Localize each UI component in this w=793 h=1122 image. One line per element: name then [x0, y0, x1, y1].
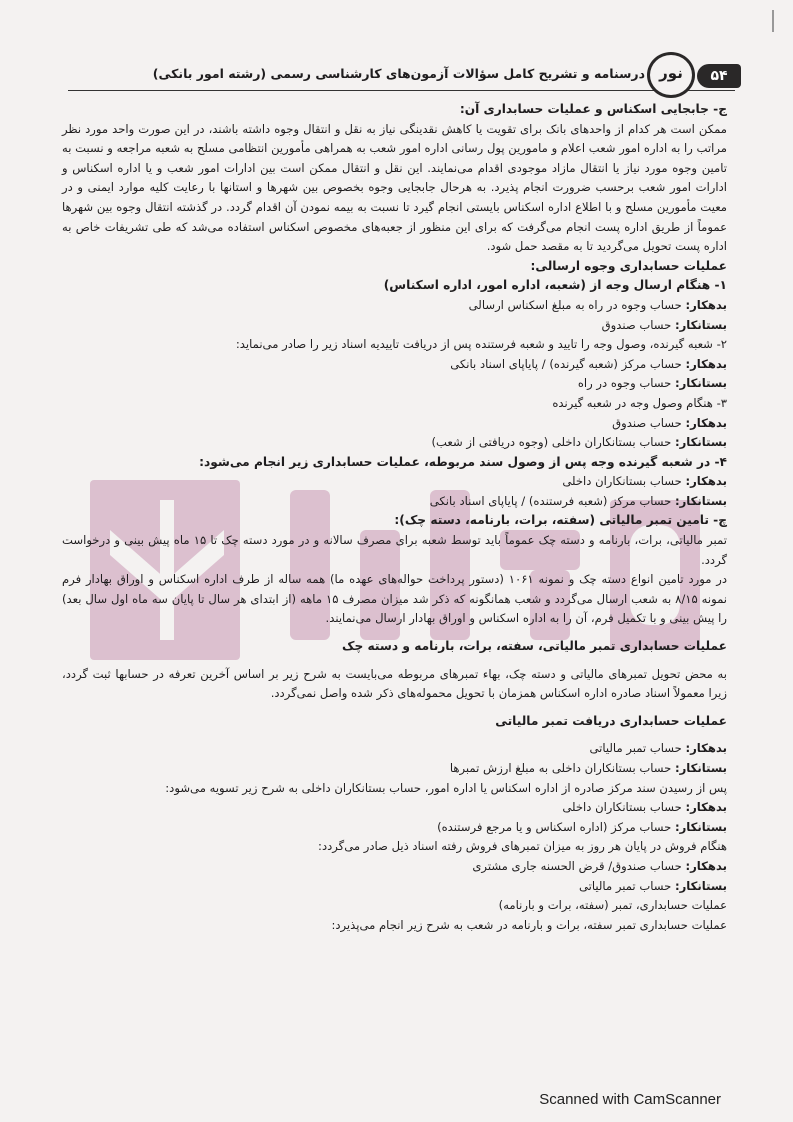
- scanner-footer: Scanned with CamScanner: [539, 1091, 721, 1108]
- credit-label: بستانکار:: [675, 493, 727, 508]
- debit-label: بدهکار:: [685, 741, 727, 756]
- journal-line: [62, 316, 727, 336]
- paragraph: در مورد تامین انواع دسته چک و نمونه ۱۰۶۱ (دستور پرداخت حواله‌های عهده ما) همه ساله از طرف اداره اسکناس و اوراق بهادار فرم نمونه ۸/۱۵ به شعب ارسال می‌گردد و شعب همانگونه که ذکر شد میزان مصرف ۱۵ ماهه (از ابتدای هر سال تا پایان سه ماه اول سال بعد) را پیش بینی و با تکمیل فرم، آن را به اداره اسکناس و اوراق بهادار ارسال می‌نمایند.: [62, 572, 727, 626]
- credit-label: بستانکار:: [675, 317, 727, 332]
- debit-label: بدهکار:: [685, 858, 727, 873]
- page-content: [62, 100, 727, 935]
- section-title: عملیات حسابداری دریافت تمبر مالیاتی: [495, 713, 727, 728]
- debit-text: حساب بستانکاران داخلی: [562, 800, 682, 815]
- section-title: ج- جابجایی اسکناس و عملیات حسابداری آن:: [459, 102, 727, 116]
- entry-title: ۴- در شعبه گیرنده وجه پس از وصول سند مربوطه، عملیات حسابداری زیر انجام می‌شود:: [199, 454, 727, 469]
- debit-text: حساب صندوق/ قرض الحسنه جاری مشتری: [472, 858, 682, 873]
- entry-title: هنگام فروش در پایان هر روز به میزان تمبرهای فروش رفته اسناد ذیل صادر می‌گردد:: [318, 839, 727, 854]
- entry-title: ۲- شعبه گیرنده، وصول وجه را تایید و شعبه فرستنده پس از دریافت تاییدیه اسناد زیر را صادر می‌نماید:: [235, 337, 727, 352]
- journal-line: [62, 857, 727, 877]
- section-title: عملیات حسابداری وجوه ارسالی:: [530, 258, 727, 273]
- debit-text: حساب وجوه در راه به مبلغ اسکناس ارسالی: [468, 297, 682, 312]
- credit-label: بستانکار:: [675, 761, 727, 775]
- credit-label: بستانکار:: [675, 376, 727, 391]
- paragraph: تمبر مالیاتی، برات، بارنامه و دسته چک عموماً باید توسط شعبه برای مصرف سالانه و در مورد دسته چک تا ۱۵ ماه پیش بینی و درخواست گردد.: [62, 533, 727, 567]
- section-title: چ- تامین تمبر مالیاتی (سفته، برات، بارنامه، دسته چک):: [394, 513, 727, 528]
- credit-label: بستانکار:: [675, 878, 727, 893]
- entry-title: ۳- هنگام وصول وجه در شعبه گیرنده: [552, 395, 727, 410]
- journal-line: [62, 433, 727, 453]
- debit-label: بدهکار:: [685, 356, 727, 371]
- journal-line: [62, 472, 727, 492]
- credit-text: حساب وجوه در راه: [577, 376, 672, 391]
- journal-line: [62, 492, 727, 512]
- debit-label: بدهکار:: [685, 415, 727, 430]
- debit-text: حساب صندوق: [612, 415, 682, 430]
- credit-label: بستانکار:: [675, 819, 727, 834]
- debit-text: حساب بستانکاران داخلی: [562, 474, 682, 489]
- debit-label: بدهکار:: [685, 800, 727, 815]
- page-header: [68, 62, 735, 91]
- credit-text: حساب بستانکاران داخلی (وجوه دریافتی از شعب): [431, 435, 672, 450]
- book-title: درسنامه و تشریح کامل سؤالات آزمون‌های کارشناسی رسمی (رشته امور بانکی): [152, 66, 645, 81]
- journal-line: [62, 759, 727, 779]
- entry-title: ۱- هنگام ارسال وجه از (شعبه، اداره امور، اداره اسکناس): [383, 278, 727, 293]
- credit-text: حساب مرکز (اداره اسکناس و یا مرجع فرستنده): [437, 819, 672, 834]
- journal-line: [62, 374, 727, 394]
- journal-line: [62, 739, 727, 759]
- credit-text: حساب مرکز (شعبه فرستنده) / پایاپای اسناد بانکی: [429, 493, 672, 508]
- debit-label: بدهکار:: [685, 297, 727, 312]
- page-number: ۵۴: [697, 64, 741, 88]
- journal-line: [62, 818, 727, 838]
- entry-title: عملیات حسابداری تمبر سفته، برات و بارنامه در شعب به شرح زیر انجام می‌پذیرد:: [331, 917, 727, 932]
- debit-text: حساب تمبر مالیاتی: [589, 741, 682, 756]
- journal-line: [62, 798, 727, 818]
- journal-line: [62, 355, 727, 375]
- paragraph: ممکن است هر کدام از واحدهای بانک برای تقویت یا کاهش نقدینگی نیاز به نقل و انتقال وجوه داشته باشند، در این صورت واحد مورد نظر مراتب را به اداره امور شعب اعلام و مامورین پول رسانی اداره امور شعب به همراهی مأمورین انتظامی مسلح به شعبه مراجعه و نسبت به تامین وجوه مورد نیاز یا انتقال مازاد موجودی اقدام می‌نمایند. این نقل و انتقال ممکن است بین ادارات امور شعب و یا اداره اسکناس و ادارات امور شعب برحسب ضرورت انجام پذیرد. به هرحال جابجایی وجوه بخصوص بین شهرها و استانها با رعایت کلیه موارد ایمنی و در معیت مأمورین مسلح و با اطلاع اداره اسکناس بایستی انجام گیرد تا نسبت به بیمه نمودن آن اقدام گردد. در گذشته انتقال وجوه بین شهرها عموماً از طریق اداره پست انجام می‌گرفت که برای این منظور از جعبه‌های مخصوص اسکناس استفاده می‌شد که طی تشریفات خاص به اداره پست تحویل می‌گردید تا به مقصد حمل شود.: [62, 121, 727, 254]
- credit-text: حساب بستانکاران داخلی به مبلغ ارزش تمبرها: [449, 761, 672, 775]
- credit-text: حساب تمبر مالیاتی: [578, 878, 672, 893]
- entry-title: عملیات حسابداری، تمبر (سفته، برات و بارنامه): [498, 898, 727, 913]
- debit-label: بدهکار:: [685, 474, 727, 489]
- entry-title: پس از رسیدن سند مرکز صادره از اداره اسکناس یا اداره امور، حساب بستانکاران داخلی به شرح زیر تسویه می‌شود:: [165, 780, 727, 795]
- paragraph: به محض تحویل تمبرهای مالیاتی و دسته چک، بهاء تمبرهای مربوطه می‌بایست به شرح زیر بر اساس آخرین تعرفه در حسابها ثبت گردد، زیرا معمولاً اسناد صادره اداره اسکناس همزمان با تحویل محموله‌های ذکر شده واصل نمی‌گردد.: [62, 666, 727, 701]
- credit-label: بستانکار:: [675, 435, 727, 450]
- publisher-logo: نور: [647, 52, 695, 98]
- journal-line: [62, 296, 727, 316]
- debit-text: حساب مرکز (شعبه گیرنده) / پایاپای اسناد بانکی: [450, 356, 682, 371]
- journal-line: [62, 414, 727, 434]
- section-title: عملیات حسابداری تمبر مالیاتی، سفته، برات، بارنامه و دسته چک: [342, 639, 727, 654]
- credit-text: حساب صندوق: [601, 317, 672, 332]
- scan-edge-mark: [772, 10, 774, 32]
- journal-line: [62, 877, 727, 897]
